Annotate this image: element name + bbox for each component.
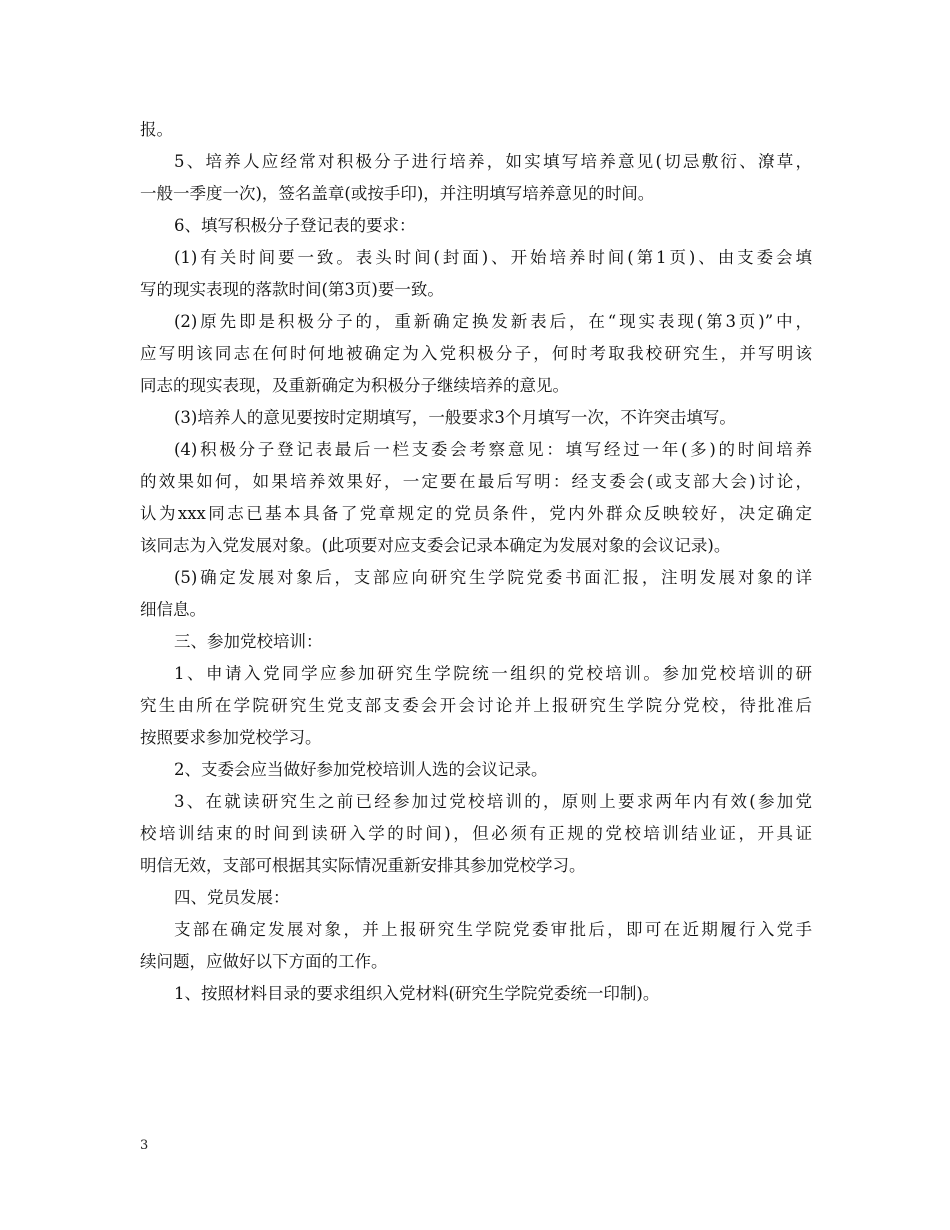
text-line: 应写明该同志在何时何地被确定为入党积极分子，何时考取我校研究生，并写明该 (140, 344, 812, 363)
text-line: 按照要求参加党校学习。 (140, 728, 322, 747)
text-line: 5、培养人应经常对积极分子进行培养，如实填写培养意见(切忌敷衍、潦草， (174, 152, 812, 171)
section-heading: 三、参加党校培训： (174, 632, 323, 651)
text-line: 写的现实表现的落款时间(第3页)要一致。 (140, 280, 444, 299)
text-line: (4)积极分子登记表最后一栏支委会考察意见：填写经过一年(多)的时间培养 (174, 440, 812, 459)
text-line: 一般一季度一次)，签名盖章(或按手印)，并注明填写培养意见的时间。 (140, 184, 655, 203)
text-line: 的效果如何，如果培养效果好，一定要在最后写明：经支委会(或支部大会)讨论， (140, 472, 812, 491)
text-line: 报。 (140, 120, 173, 139)
text-line: 究生由所在学院研究生党支部支委会开会讨论并上报研究生学院分党校，待批准后 (140, 696, 812, 715)
text-line: (1)有关时间要一致。表头时间(封面)、开始培养时间(第1页)、由支委会填 (174, 248, 812, 267)
section-heading: 四、党员发展： (174, 888, 290, 907)
text-line: 同志的现实表现，及重新确定为积极分子继续培养的意见。 (140, 376, 569, 395)
text-line: 续问题，应做好以下方面的工作。 (140, 952, 388, 971)
text-line: 明信无效，支部可根据其实际情况重新安排其参加党校学习。 (140, 856, 586, 875)
text-line: 校培训结束的时间到读研入学的时间)，但必须有正规的党校培训结业证，开具证 (140, 824, 812, 843)
text-line: 细信息。 (140, 600, 206, 619)
text-line: 2、支委会应当做好参加党校培训人选的会议记录。 (174, 760, 548, 779)
text-line: (5)确定发展对象后，支部应向研究生学院党委书面汇报，注明发展对象的详 (174, 568, 812, 587)
text-line: (3)培养人的意见要按时定期填写，一般要求3个月填写一次，不许突击填写。 (174, 408, 736, 427)
page-number: 3 (140, 1138, 149, 1153)
text-line: (2)原先即是积极分子的，重新确定换发新表后，在“现实表现(第3页)”中， (174, 312, 812, 331)
page-body (140, 114, 812, 1010)
text-line: 1、申请入党同学应参加研究生学院统一组织的党校培训。参加党校培训的研 (174, 664, 812, 683)
text-line: 认为xxx同志已基本具备了党章规定的党员条件，党内外群众反映较好，决定确定 (140, 504, 812, 523)
text-line: 1、按照材料目录的要求组织入党材料(研究生学院党委统一印制)。 (174, 984, 660, 1003)
text-line: 6、填写积极分子登记表的要求： (174, 216, 416, 235)
text-line: 该同志为入党发展对象。(此项要对应支委会记录本确定为发展对象的会议记录)。 (140, 536, 731, 555)
text-line: 3、在就读研究生之前已经参加过党校培训的，原则上要求两年内有效(参加党 (174, 792, 812, 811)
text-line: 支部在确定发展对象，并上报研究生学院党委审批后，即可在近期履行入党手 (174, 920, 812, 939)
